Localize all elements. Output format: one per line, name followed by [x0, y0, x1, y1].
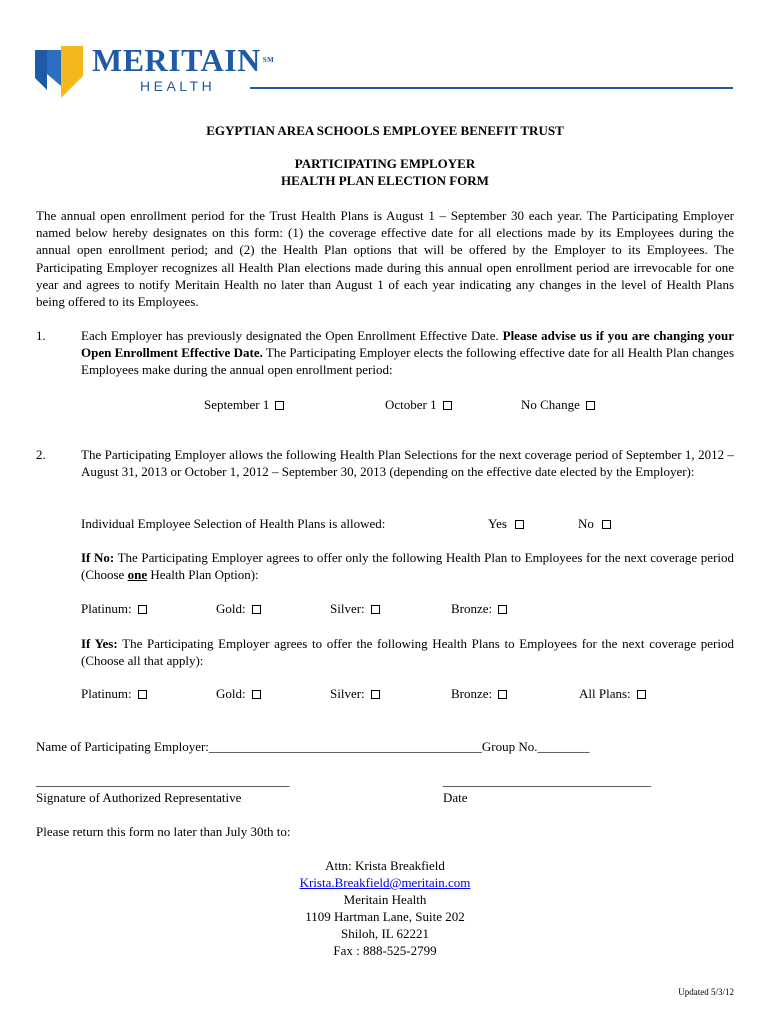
- form-subtitle-1: PARTICIPATING EMPLOYER: [294, 156, 476, 171]
- ifyes-bronze-checkbox[interactable]: [498, 690, 507, 699]
- signature-label: Signature of Authorized Representative: [36, 790, 242, 805]
- october-1-checkbox[interactable]: [443, 401, 452, 410]
- option-october-1-label: October 1: [385, 397, 437, 412]
- form-subtitle-2: HEALTH PLAN ELECTION FORM: [281, 173, 489, 188]
- ifyes-all-plans-label: All Plans:: [579, 686, 631, 701]
- ifyes-silver-checkbox[interactable]: [371, 690, 380, 699]
- ifno-silver-checkbox[interactable]: [371, 605, 380, 614]
- ifyes-platinum: [81, 685, 147, 702]
- ifyes-platinum-checkbox[interactable]: [138, 690, 147, 699]
- contact-email-link[interactable]: Krista.Breakfield@meritain.com: [299, 875, 471, 890]
- option-no-label: No: [578, 516, 594, 531]
- ifyes-gold-checkbox[interactable]: [252, 690, 261, 699]
- individual-selection-label: Individual Employee Selection of Health Plans is allowed:: [81, 516, 386, 531]
- item-1-text: [81, 327, 734, 379]
- item-1-text-bold: Please advise us if you are changing your Open Enrollment Effective Date.: [81, 328, 734, 361]
- no-checkbox[interactable]: [602, 520, 611, 529]
- contact-address-1: 1109 Hartman Lane, Suite 202: [305, 909, 465, 924]
- intro-paragraph: The annual open enrollment period for the Trust Health Plans is August 1 – September 30 each year. The Participating Employer named below hereby designates on this form: (1) the coverage effective date for all elections made by its Employees during the annual open enrollment period; and (2) the Health Plan options that will be offered by the Employer to its Employees. The Participating Employer recognizes all Health Plan elections made during this annual open enrollment period are irrevocable for one year and agrees to notify Meritain Health no later than August 1 of each year indicating any changes in the level of Health Plans being offered to its Employees.: [36, 208, 734, 310]
- option-no-change-label: No Change: [521, 397, 580, 412]
- ifno-gold-label: Gold:: [216, 601, 246, 616]
- option-october-1: [385, 396, 452, 413]
- if-yes-text-body: The Participating Employer agrees to offer the following Health Plans to Employees for the next coverage period (Choose all that apply):: [81, 636, 734, 669]
- option-no-change: [521, 396, 595, 413]
- ifyes-all-plans: [579, 685, 646, 702]
- if-no-text: [81, 549, 734, 583]
- contact-email: [0, 874, 770, 891]
- contact-address-2: Shiloh, IL 62221: [341, 926, 429, 941]
- if-no-text-a: The Participating Employer agrees to offer only the following Health Plan to Employees for the next coverage period (Choose: [81, 550, 735, 583]
- ifyes-gold-label: Gold:: [216, 686, 246, 701]
- ifno-platinum: [81, 600, 147, 617]
- ifyes-bronze-label: Bronze:: [451, 686, 493, 701]
- if-yes-text: [81, 635, 734, 669]
- document-title: EGYPTIAN AREA SCHOOLS EMPLOYEE BENEFIT TRUST: [206, 123, 564, 138]
- option-no: [578, 515, 611, 532]
- meritain-logo: [92, 44, 274, 94]
- ifno-gold: [216, 600, 261, 617]
- ifno-silver: [330, 600, 380, 617]
- ifno-bronze-checkbox[interactable]: [498, 605, 507, 614]
- item-1-text-b: The Participating Employer elects the following effective date for all Health Plan changes Employees make during the annual open enrollment period:: [81, 345, 735, 378]
- september-1-checkbox[interactable]: [275, 401, 284, 410]
- yes-checkbox[interactable]: [515, 520, 524, 529]
- contact-attn: Attn: Krista Breakfield: [325, 858, 445, 873]
- option-september-1: [204, 396, 284, 413]
- item-1-number: 1.: [36, 328, 46, 343]
- no-change-checkbox[interactable]: [586, 401, 595, 410]
- item-2-text: The Participating Employer allows the following Health Plan Selections for the next coverage period of September 1, 2012 – August 31, 2013 or October 1, 2012 – September 30, 2013 (depending on the effective date elected by the Employer):: [81, 447, 734, 480]
- ifyes-bronze: [451, 685, 507, 702]
- contact-company: Meritain Health: [343, 892, 427, 907]
- date-label: Date: [443, 790, 468, 805]
- ifyes-gold: [216, 685, 261, 702]
- if-no-one-emphasis: one: [127, 567, 148, 583]
- ifno-bronze-label: Bronze:: [451, 601, 493, 616]
- ifno-platinum-checkbox[interactable]: [138, 605, 147, 614]
- ifyes-silver: [330, 685, 380, 702]
- signature-field[interactable]: _______________________________________: [36, 773, 290, 788]
- contact-fax: Fax : 888-525-2799: [333, 943, 437, 958]
- ifno-platinum-label: Platinum:: [81, 601, 132, 616]
- ifno-bronze: [451, 600, 507, 617]
- option-yes-label: Yes: [488, 516, 507, 531]
- date-field[interactable]: ________________________________: [443, 773, 651, 788]
- option-yes: [488, 515, 524, 532]
- return-instructions: Please return this form no later than July 30th to:: [36, 824, 291, 839]
- option-september-1-label: September 1: [204, 397, 270, 412]
- logo-main-text: MERITAIN: [92, 42, 261, 78]
- ifyes-silver-label: Silver:: [330, 686, 365, 701]
- logo-service-mark: SM: [262, 56, 275, 64]
- header-rule: [250, 87, 733, 89]
- updated-date: Updated 5/3/12: [678, 987, 734, 997]
- ifyes-platinum-label: Platinum:: [81, 686, 132, 701]
- meritain-logo-icon: [35, 46, 85, 104]
- if-no-label: If No:: [81, 550, 115, 565]
- logo-sub-text: HEALTH: [140, 78, 216, 94]
- item-1-text-a: Each Employer has previously designated the Open Enrollment Effective Date.: [81, 328, 503, 343]
- ifno-gold-checkbox[interactable]: [252, 605, 261, 614]
- if-no-text-b: Health Plan Option):: [147, 567, 259, 583]
- ifyes-all-plans-checkbox[interactable]: [637, 690, 646, 699]
- item-2-number: 2.: [36, 447, 46, 462]
- employer-name-field[interactable]: Name of Participating Employer:__________________________________________Group No.________: [36, 739, 590, 754]
- ifno-silver-label: Silver:: [330, 601, 365, 616]
- if-yes-label: If Yes:: [81, 636, 118, 651]
